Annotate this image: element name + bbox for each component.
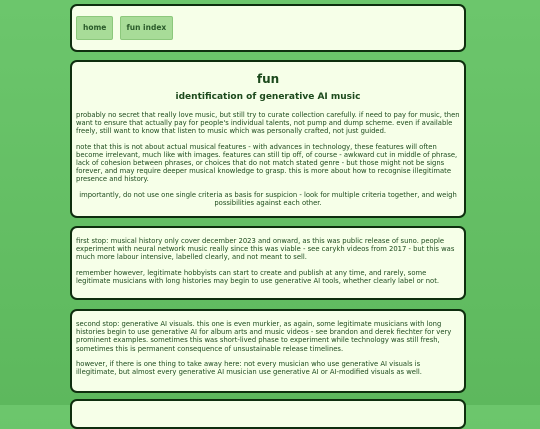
main-section	[70, 60, 466, 218]
first-stop-remember-paragraph: remember however, legitimate hobbyists can start to create and publish at any time, and rarely, some legitimate musicians with long histories may begin to use generative AI tools, whether clearly label or not.	[76, 268, 440, 285]
first-stop-section	[70, 226, 466, 300]
nav-bar	[70, 4, 466, 52]
second-stop-section	[70, 309, 466, 393]
nav-home-button[interactable]: home	[76, 16, 113, 40]
first-stop-paragraph: first stop: musical history only cover december 2023 and onward, as this was public release of suno. people experiment with neural network music really since this was viable - see carykh videos from 2017 - but this was much more labour intensive, labelled clearly, and not meant to sell.	[76, 237, 455, 262]
page-title: fun	[256, 72, 280, 86]
next-section	[70, 399, 466, 429]
nav-fun-index-button[interactable]: fun index	[120, 16, 174, 40]
intro-paragraph: probably no secret that really love music, but still try to curate collection carefully. if need to pay for music, then want to ensure that actually pay for people's individual talents, not pump and dump scheme. even if available freely, still want to know that listen to music which was personally crafted, not just guided.	[76, 111, 460, 136]
second-stop-however-paragraph: however, if there is one thing to take away here: not every musician who use generative AI visuals is illegitimate, but almost every generative AI musician use generative AI or AI-modified visuals as well.	[76, 359, 422, 377]
note-paragraph: note that this is not about actual musical features - with advances in technology, these features will often become irrelevant, much like with images. features can still tip off, of course - awkward cut in middle of phrase, lack of cohesion between phrases, or choices that do not match stated genre - but those might not be signs forever, and may require deeper musical knowledge to grasp. this is more about how to recognise illegitimate presence and history.	[76, 142, 458, 184]
important-paragraph: importantly, do not use one single criteria as basis for suspicion - look for multiple criteria together, and weigh possibilities against each other.	[79, 190, 457, 207]
second-stop-paragraph: second stop: generative AI visuals. this one is even murkier, as again, some legitimate musicians with long histories begin to use generative AI for album arts and music videos - see brandon and derek fiechter for very prominent examples. sometimes this was short-lived phase to experiment while technology was still fresh, sometimes this is permanent consequence of unsustainable release timelines.	[76, 320, 452, 353]
page-subtitle: identification of generative AI music	[175, 92, 361, 102]
